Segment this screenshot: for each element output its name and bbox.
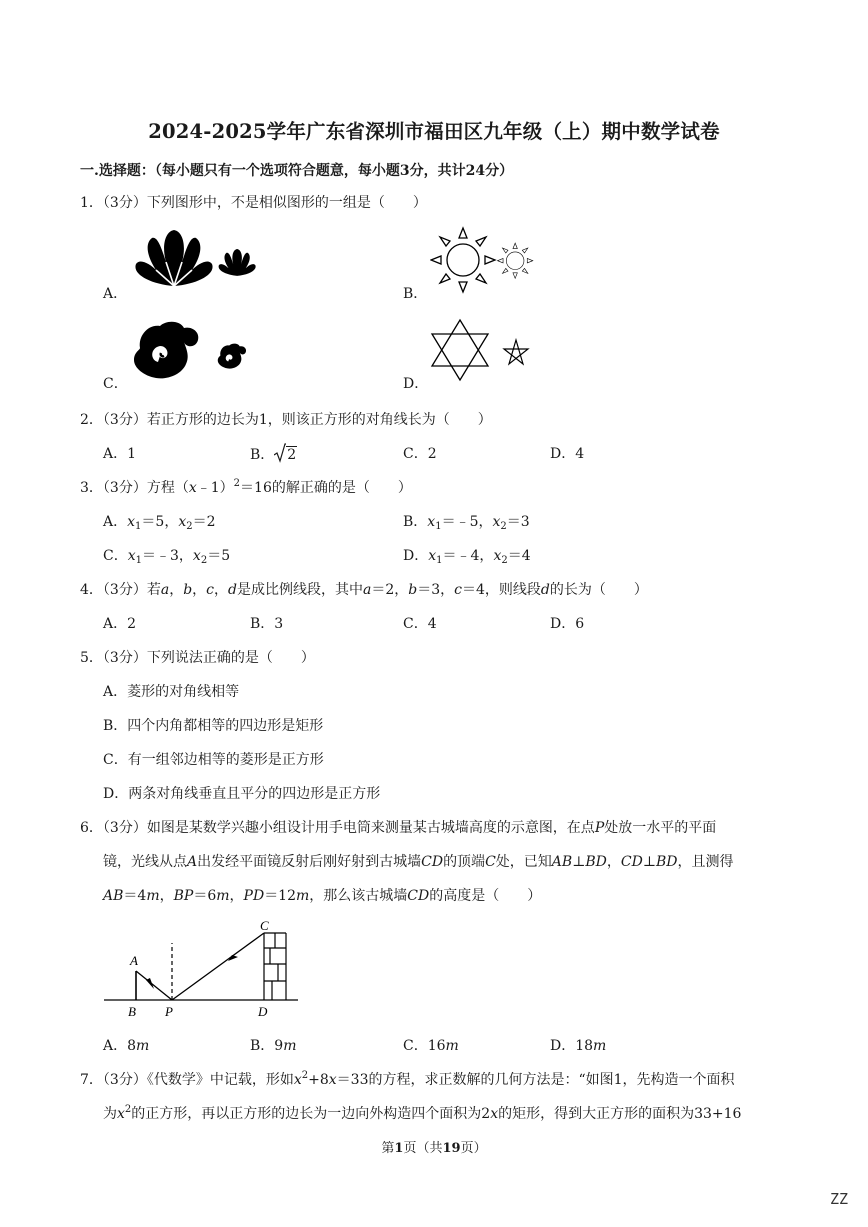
q6-diagram xyxy=(100,915,300,1023)
q2-option-d: D．4 xyxy=(550,446,585,462)
q6-option-d xyxy=(550,1035,606,1055)
q6-text: ， xyxy=(159,888,174,904)
q5-stem: 5．（3分）下列说法正确的是（ ） xyxy=(80,650,315,666)
q6-var: PD xyxy=(243,888,265,904)
q3-option-c: C．$x_1=﹣3$，$x_2=5$ xyxy=(103,548,231,566)
q7-exp: 2 xyxy=(301,1070,309,1081)
opt-val1: 5， xyxy=(155,514,179,530)
q6-var: AB xyxy=(103,888,124,904)
sqrt-symbol xyxy=(274,443,297,463)
q6-text: ， xyxy=(229,888,244,904)
q4-option-d: D．6 xyxy=(550,616,585,632)
sun-icon-large xyxy=(431,228,495,292)
q6-var: C xyxy=(485,854,496,870)
opt-val: A．8 xyxy=(103,1038,137,1054)
q1-option-c-label: C． xyxy=(103,376,128,392)
q6-line2 xyxy=(103,851,734,871)
q6-var: m xyxy=(216,888,230,904)
q5-option-c: C．有一组邻边相等的菱形是正方形 xyxy=(103,752,324,768)
footer-text: 页） xyxy=(460,1141,487,1156)
q4-var: d xyxy=(228,582,237,598)
opt-val2: 2 xyxy=(206,514,216,530)
q4-var: c xyxy=(454,582,462,598)
q1-option-c-figure xyxy=(130,318,250,386)
opt-letter: C． xyxy=(103,548,128,564)
q4-text: ＝3， xyxy=(417,582,455,598)
q1-option-a-label: A． xyxy=(103,286,128,302)
opt-val2: 4 xyxy=(521,548,531,564)
q1-stem: 1．（3分）下列图形中，不是相似图形的一组是（ ） xyxy=(80,195,427,211)
q6-var: CD xyxy=(421,854,444,870)
q6-text: ，且测得 xyxy=(677,854,734,870)
q6-var: CD xyxy=(620,854,643,870)
q7-text: 为 xyxy=(103,1106,117,1122)
q4-option-a: A．2 xyxy=(103,616,137,632)
q6-var: m xyxy=(296,888,310,904)
q2-option-b-radicand: 2 xyxy=(287,447,297,463)
footer-text: 页（共 xyxy=(403,1141,443,1156)
q6-line3 xyxy=(103,885,541,905)
q1-option-d-figure xyxy=(430,316,534,384)
label-p: P xyxy=(165,1004,173,1019)
footer-text: 第 xyxy=(381,1141,395,1156)
label-d: D xyxy=(258,1004,268,1019)
q6-var: BD xyxy=(585,854,607,870)
q6-var: m xyxy=(146,888,160,904)
q4-var: b xyxy=(183,582,193,598)
q4-text: 4．（3分）若 xyxy=(80,582,161,598)
pentagram-icon xyxy=(504,340,528,364)
q2-option-a: A．1 xyxy=(103,446,137,462)
q6-line1 xyxy=(80,817,716,837)
cloud-icon-small xyxy=(218,344,246,369)
q7-var: x xyxy=(490,1106,499,1122)
reflected-ray xyxy=(172,933,264,1000)
label-c: C xyxy=(260,918,269,933)
q1-option-b-label: B． xyxy=(403,286,428,302)
q6-text: ＝4 xyxy=(123,888,147,904)
q7-text: ＝33的方程，求正数解的几何方法是：“如图1，先构造一个面积 xyxy=(336,1072,735,1088)
q6-option-c xyxy=(403,1035,459,1055)
q7-var: x xyxy=(117,1106,125,1122)
q6-text: 的高度是（ ） xyxy=(429,888,542,904)
q4-text: ， xyxy=(214,582,228,598)
q6-text: 镜，光线从点 xyxy=(103,854,187,870)
opt-val1: ﹣4， xyxy=(456,548,494,564)
opt-val1: ﹣5， xyxy=(455,514,493,530)
opt-letter: D． xyxy=(403,548,429,564)
q6-var: P xyxy=(594,820,605,836)
q5-option-d: D．两条对角线垂直且平分的四边形是正方形 xyxy=(103,786,381,802)
q6-text: ，那么该古城墙 xyxy=(309,888,408,904)
page-footer xyxy=(0,1137,868,1156)
q4-text: ， xyxy=(169,582,184,598)
q2-option-b xyxy=(250,443,297,464)
opt-letter: B． xyxy=(403,514,428,530)
opt-unit: m xyxy=(445,1038,459,1054)
q4-var: a xyxy=(362,582,372,598)
q7-text: 7．（3分）《代数学》中记载，形如 xyxy=(80,1072,294,1088)
q6-var: A xyxy=(187,854,198,870)
opt-val: B．9 xyxy=(250,1038,284,1054)
cloud-icon-large xyxy=(134,322,198,379)
arrow-icon xyxy=(146,978,154,989)
q3-option-d: D．$x_1=﹣4$，$x_2=4$ xyxy=(403,548,531,566)
q3-exponent: 2 xyxy=(233,478,241,489)
q4-text: 的长为（ ） xyxy=(549,582,648,598)
q4-text: 是成比例线段，其中 xyxy=(236,582,363,598)
q6-text: 的顶端 xyxy=(443,854,486,870)
page-number: 1 xyxy=(394,1141,404,1156)
corner-mark: ZZ xyxy=(829,1190,848,1208)
q6-text: ⊥ xyxy=(572,854,586,870)
q7-line2 xyxy=(103,1103,741,1123)
q7-line1 xyxy=(80,1069,735,1089)
opt-unit: m xyxy=(283,1038,297,1054)
q6-text: 处，已知 xyxy=(495,854,552,870)
q1-option-b-figure xyxy=(430,226,534,294)
q4-option-c: C．4 xyxy=(403,616,437,632)
q7-text: +8 xyxy=(308,1072,329,1088)
q4-text: ， xyxy=(192,582,207,598)
opt-letter: A． xyxy=(103,514,128,530)
q6-text: ， xyxy=(606,854,621,870)
q4-var: d xyxy=(540,582,550,598)
q3-option-a: A．$x_1=5$，$x_2=2$ xyxy=(103,514,216,532)
hexagram-icon xyxy=(432,320,488,380)
q4-var: b xyxy=(408,582,418,598)
opt-val2: 5 xyxy=(221,548,231,564)
q2-option-b-prefix: B． xyxy=(250,447,275,463)
q6-text: ⊥ xyxy=(642,854,656,870)
q4-text: ＝2， xyxy=(371,582,409,598)
opt-val: C．16 xyxy=(403,1038,446,1054)
q3-stem-mid: ﹣1） xyxy=(196,480,234,496)
q4-var: c xyxy=(206,582,214,598)
city-wall xyxy=(264,933,286,1000)
opt-unit: m xyxy=(593,1038,607,1054)
opt-val2: 3 xyxy=(520,514,530,530)
sun-icon-small xyxy=(498,243,533,278)
shell-icon-large xyxy=(135,230,212,286)
q6-var: CD xyxy=(407,888,430,904)
opt-val1: ﹣3， xyxy=(156,548,193,564)
q7-var: x xyxy=(328,1072,337,1088)
q7-exp: 2 xyxy=(124,1104,132,1115)
q4-stem xyxy=(80,579,648,599)
q7-text: 的正方形，再以正方形的边长为一边向外构造四个面积为2 xyxy=(131,1106,491,1122)
opt-val: D．18 xyxy=(550,1038,594,1054)
q5-option-b: B．四个内角都相等的四边形是矩形 xyxy=(103,718,324,734)
q4-option-b: B．3 xyxy=(250,616,284,632)
q4-text: ＝4，则线段 xyxy=(461,582,541,598)
q2-stem: 2．（3分）若正方形的边长为1，则该正方形的对角线长为（ ） xyxy=(80,412,492,428)
q1-option-d-label: D． xyxy=(403,376,429,392)
q6-text: ＝12 xyxy=(264,888,297,904)
q6-option-a xyxy=(103,1035,149,1055)
section-heading: 一.选择题：（每小题只有一个选项符合题意，每小题3分，共计24分） xyxy=(80,163,514,179)
q6-text: 出发经平面镜反射后刚好射到古城墙 xyxy=(197,854,422,870)
q2-option-c: C．2 xyxy=(403,446,437,462)
q3-option-b: B．$x_1=﹣5$，$x_2=3$ xyxy=(403,514,530,532)
q6-option-b xyxy=(250,1035,296,1055)
label-a: A xyxy=(130,953,138,968)
q3-stem-prefix: 3．（3分）方程（ xyxy=(80,480,189,496)
q7-text: 的矩形，得到大正方形的面积为33+16 xyxy=(498,1106,742,1122)
q5-option-a: A．菱形的对角线相等 xyxy=(103,684,240,700)
incident-ray xyxy=(136,971,172,1000)
q6-var: AB xyxy=(551,854,573,870)
q6-text: ＝6 xyxy=(193,888,217,904)
q6-text: 6．（3分）如图是某数学兴趣小组设计用手电筒来测量某古城墙高度的示意图，在点 xyxy=(80,820,595,836)
q7-var: x xyxy=(293,1072,302,1088)
q4-var: a xyxy=(160,582,170,598)
q6-var: BD xyxy=(655,854,678,870)
q3-var: x xyxy=(188,480,197,496)
q6-text: 处放一水平的平面 xyxy=(604,820,717,836)
q1-option-a-figure xyxy=(130,228,260,290)
q6-var: BP xyxy=(173,888,194,904)
page-total: 19 xyxy=(442,1141,461,1156)
label-b: B xyxy=(128,1004,136,1019)
page-title: 2024-2025学年广东省深圳市福田区九年级（上）期中数学试卷 xyxy=(148,120,720,143)
q3-stem xyxy=(80,477,412,497)
opt-unit: m xyxy=(136,1038,150,1054)
shell-icon-small xyxy=(219,249,256,276)
q3-stem-suffix: ＝16的解正确的是（ ） xyxy=(240,480,412,496)
